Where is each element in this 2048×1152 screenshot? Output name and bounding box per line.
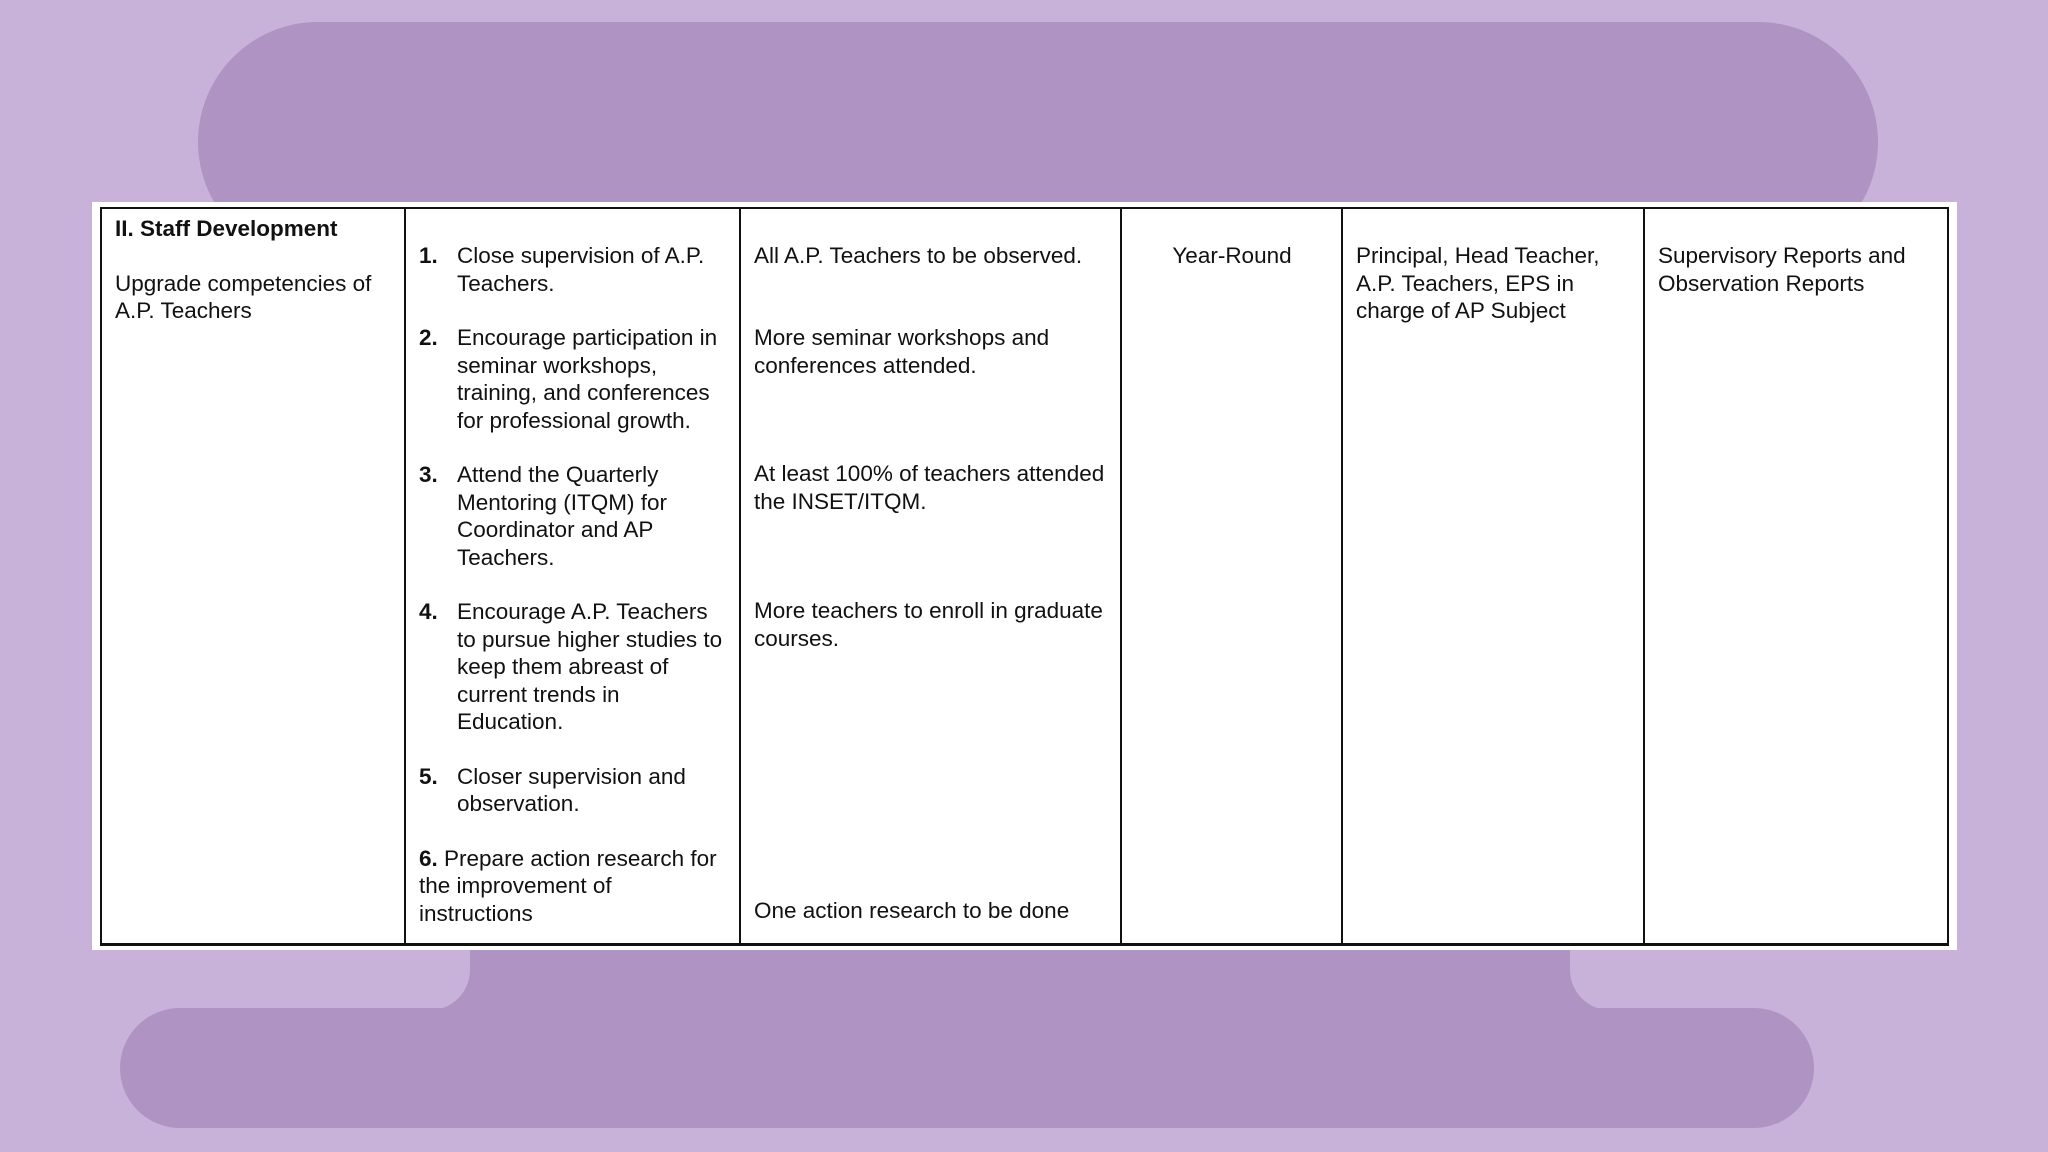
- verification-text: Supervisory Reports and Observation Reports: [1658, 243, 1906, 296]
- section-heading: II. Staff Development: [115, 216, 338, 241]
- time-frame-text: Year-Round: [1172, 243, 1292, 268]
- persons-involved-text: Principal, Head Teacher, A.P. Teachers, EPS in charge of AP Subject: [1356, 243, 1600, 323]
- indicator-text: More seminar workshops and conferences attended.: [754, 325, 1050, 378]
- objective-text: Upgrade competencies of A.P. Teachers: [115, 270, 372, 323]
- indicator-text: More teachers to enroll in graduate courses.: [754, 598, 1103, 651]
- list-item: 4. Encourage A.P. Teachers to pursue higher studies to keep them abreast of current trends in Education.: [419, 599, 723, 734]
- list-item: 2. Encourage participation in seminar workshops, training, and conferences for professional growth.: [419, 325, 718, 433]
- time-frame-cell: [1121, 208, 1342, 944]
- strategies-cell: [405, 208, 740, 944]
- decor-blob-bottom: [120, 1008, 1814, 1128]
- action-plan-table: [100, 207, 1949, 946]
- indicator-text: One action research to be done: [754, 898, 1070, 923]
- list-item: 1. Close supervision of A.P. Teachers.: [419, 243, 705, 296]
- indicator-text: All A.P. Teachers to be observed.: [754, 243, 1083, 268]
- list-item: 3. Attend the Quarterly Mentoring (ITQM) for Coordinator and AP Teachers.: [419, 462, 668, 570]
- indicator-text: At least 100% of teachers attended the INSET/ITQM.: [754, 461, 1105, 514]
- list-item: 6. Prepare action research for the improvement of instructions: [419, 845, 717, 926]
- verification-cell: [1644, 208, 1948, 944]
- persons-involved-cell: [1342, 208, 1644, 944]
- list-item: 5. Closer supervision and observation.: [419, 763, 686, 816]
- document-table-image: [92, 202, 1957, 950]
- area-objective-cell: [101, 208, 405, 944]
- table-row: [101, 208, 1948, 944]
- indicators-cell: [740, 208, 1121, 944]
